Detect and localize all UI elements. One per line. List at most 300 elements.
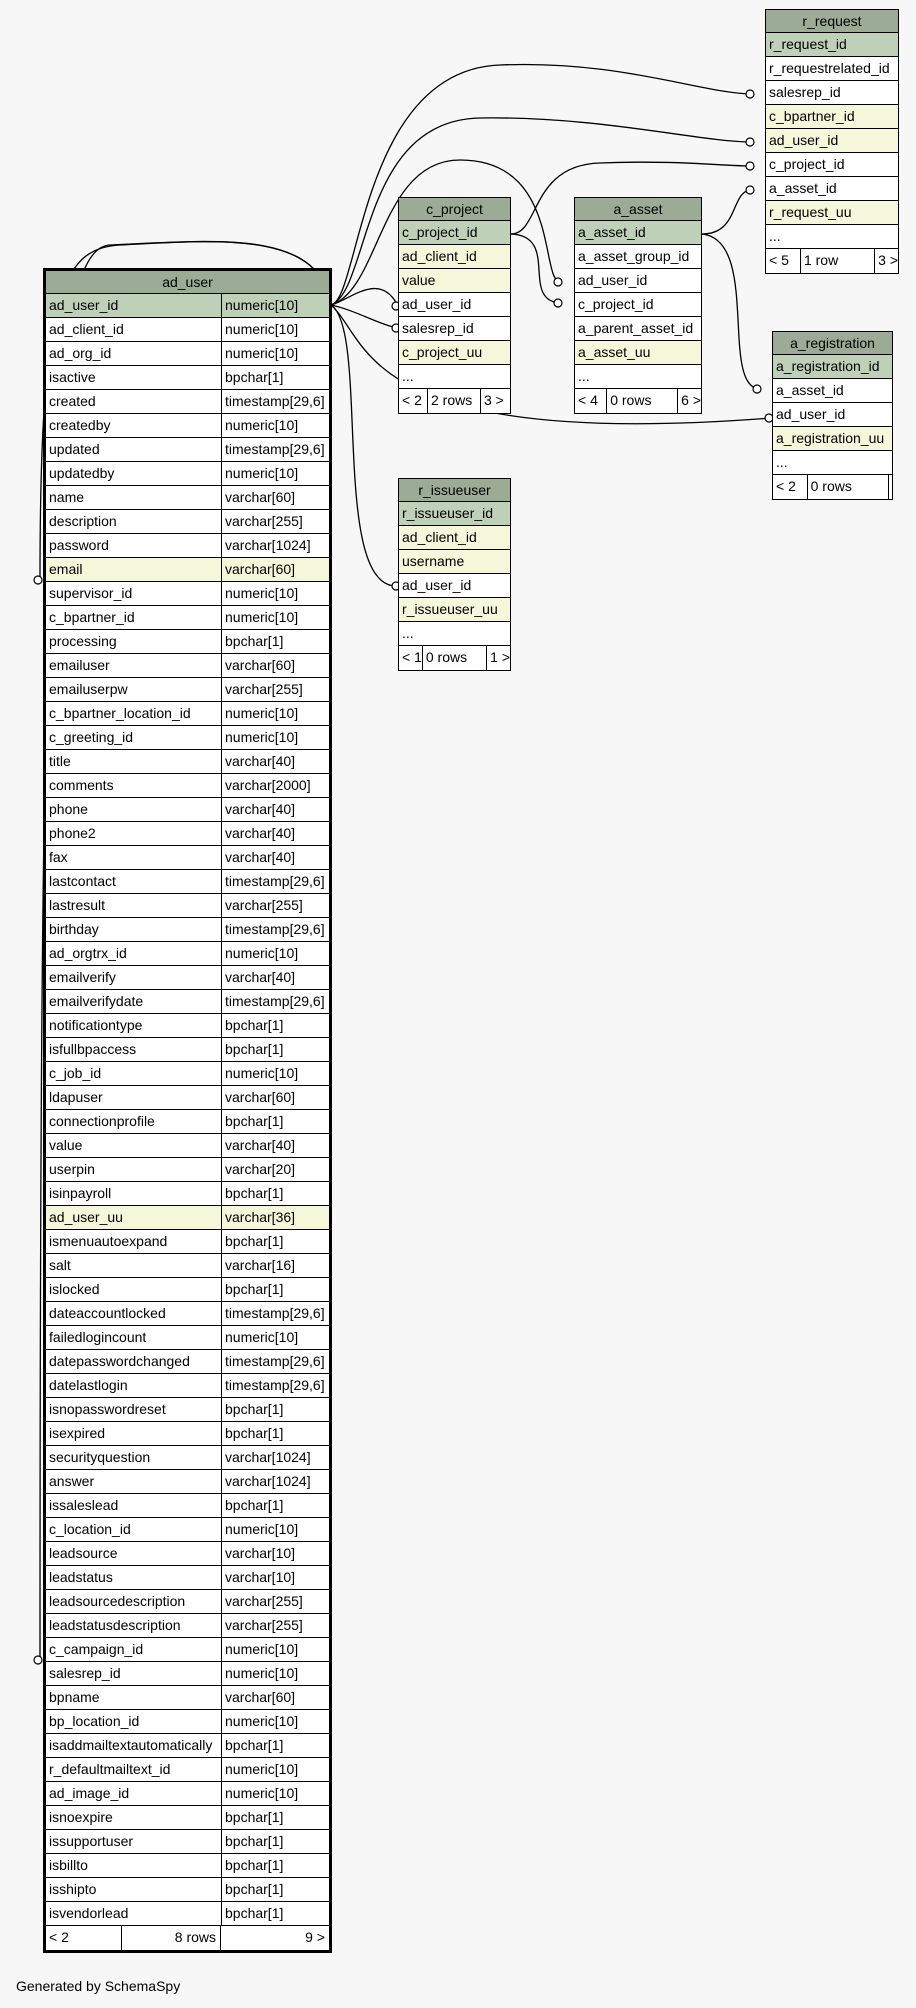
column-type: timestamp[29,6] [221,1302,329,1325]
column-type: bpchar[1] [221,1806,329,1829]
column-type: varchar[40] [221,822,329,845]
column-row[interactable] [46,1062,329,1086]
column-row[interactable] [46,678,329,702]
column-row[interactable] [46,1158,329,1182]
column-row[interactable] [399,622,510,646]
column-row[interactable] [46,1710,329,1734]
column-name: c_location_id [49,1521,131,1537]
column-type: numeric[10] [221,582,329,605]
zero-or-many-marker [34,1656,42,1664]
column-type: timestamp[29,6] [221,918,329,941]
column-row[interactable] [46,750,329,774]
table-r-issueuser[interactable] [398,478,511,671]
column-row[interactable] [46,894,329,918]
row-count: 0 rows [422,646,486,670]
column-name: ... [578,368,590,384]
column-row[interactable] [46,1398,329,1422]
column-name: name [49,489,85,505]
table-title[interactable]: ad_user [46,271,329,294]
column-name: isbillto [49,1857,88,1873]
column-row[interactable] [575,365,701,389]
column-type: varchar[2000] [221,774,329,797]
column-type: numeric[10] [221,1518,329,1541]
column-type: numeric[10] [221,606,329,629]
column-name: value [49,1137,83,1153]
column-row[interactable] [46,1686,329,1710]
column-name: lastcontact [49,873,116,889]
column-row[interactable] [766,225,898,249]
column-type: bpchar[1] [221,1878,329,1901]
column-name: leadstatus [49,1569,113,1585]
column-type: numeric[10] [221,1710,329,1733]
column-row[interactable] [46,942,329,966]
column-row[interactable] [399,574,510,598]
column-name: ad_user_id [49,297,119,313]
column-name: isaddmailtextautomatically [49,1737,213,1753]
column-row[interactable] [46,462,329,486]
column-name: c_campaign_id [49,1641,144,1657]
table-a-registration[interactable] [772,331,893,500]
column-name: a_parent_asset_id [578,320,694,336]
column-row[interactable] [46,966,329,990]
column-name: ismenuautoexpand [49,1233,168,1249]
table-r-request[interactable] [765,9,899,274]
column-type: bpchar[1] [221,366,329,389]
column-row[interactable] [766,33,898,57]
column-name: bp_location_id [49,1713,140,1729]
column-type: bpchar[1] [221,1182,329,1205]
table-a-asset[interactable] [574,197,702,414]
column-name: securityquestion [49,1449,151,1465]
column-row[interactable] [46,438,329,462]
column-row[interactable] [399,221,510,245]
column-name: notificationtype [49,1017,143,1033]
column-name: phone [49,801,88,817]
column-type: varchar[40] [221,966,329,989]
column-row[interactable] [46,846,329,870]
column-row[interactable] [46,1566,329,1590]
column-name: ad_org_id [49,345,112,361]
column-name: a_registration_id [776,358,880,374]
column-name: issupportuser [49,1833,134,1849]
column-name: leadsourcedescription [49,1593,186,1609]
column-type: bpchar[1] [221,1038,329,1061]
column-row[interactable] [46,1134,329,1158]
column-row[interactable] [46,414,329,438]
column-row[interactable] [399,550,510,574]
column-row[interactable] [46,1542,329,1566]
column-row[interactable] [46,1758,329,1782]
column-row[interactable] [46,702,329,726]
column-row[interactable] [773,355,892,379]
column-name: ad_user_uu [49,1209,123,1225]
column-row[interactable] [575,269,701,293]
row-count: 8 rows [121,1926,220,1950]
column-row[interactable] [766,201,898,225]
column-row[interactable] [46,1902,329,1926]
column-row[interactable] [46,318,329,342]
parents-link[interactable]: < 5 [769,252,789,268]
column-name: emailverify [49,969,116,985]
column-name: c_job_id [49,1065,102,1081]
column-type: varchar[16] [221,1254,329,1277]
column-name: ad_user_id [402,577,472,593]
column-row[interactable] [46,1590,329,1614]
column-row[interactable] [46,870,329,894]
zero-or-many-marker [34,576,42,584]
column-type: numeric[10] [221,462,329,485]
column-name: supervisor_id [49,585,133,601]
column-row[interactable] [399,317,510,341]
column-type: numeric[10] [221,1662,329,1685]
column-name: a_asset_id [776,382,844,398]
column-name: a_registration_uu [776,430,885,446]
column-row[interactable] [773,403,892,427]
table-title[interactable]: a_asset [575,198,701,221]
column-type: bpchar[1] [221,1734,329,1757]
column-name: isinpayroll [49,1185,112,1201]
table-title[interactable]: a_registration [773,332,892,355]
row-count: 2 rows [427,389,480,413]
column-row[interactable] [766,57,898,81]
column-type: bpchar[1] [221,1494,329,1517]
column-row[interactable] [46,654,329,678]
column-type: bpchar[1] [221,1902,329,1925]
column-row[interactable] [46,1302,329,1326]
column-row[interactable] [46,1734,329,1758]
column-row[interactable] [575,317,701,341]
column-row[interactable] [46,1830,329,1854]
row-count: 0 rows [807,475,888,499]
column-name: r_issueuser_id [402,505,494,521]
column-row[interactable] [773,427,892,451]
column-row[interactable] [46,1086,329,1110]
zero-or-many-marker [554,278,562,286]
column-row[interactable] [575,341,701,365]
column-name: connectionprofile [49,1113,155,1129]
table-title[interactable]: r_issueuser [399,479,510,502]
relationship-line [702,190,752,234]
column-name: emailuserpw [49,681,128,697]
column-type: timestamp[29,6] [221,990,329,1013]
column-name: c_greeting_id [49,729,134,745]
column-name: username [402,553,465,569]
children-link[interactable]: 3 > [874,249,898,273]
column-name: phone2 [49,825,96,841]
relationship-line [331,305,771,424]
column-row[interactable] [766,105,898,129]
column-row[interactable] [46,1326,329,1350]
column-type: varchar[40] [221,750,329,773]
column-name: isnopasswordreset [49,1401,166,1417]
column-type: varchar[255] [221,1590,329,1613]
zero-or-many-marker [746,186,754,194]
column-name: r_defaultmailtext_id [49,1761,171,1777]
column-name: c_project_id [402,224,478,240]
column-name: leadstatusdescription [49,1617,181,1633]
column-name: r_issueuser_uu [402,601,498,617]
row-count: 0 rows [606,389,677,413]
column-row[interactable] [575,221,701,245]
column-row[interactable] [399,598,510,622]
column-type: bpchar[1] [221,1830,329,1853]
column-name: emailuser [49,657,110,673]
column-type: varchar[10] [221,1542,329,1565]
column-row[interactable] [46,366,329,390]
column-name: c_project_uu [402,344,483,360]
column-row[interactable] [46,294,329,318]
children-link[interactable]: 3 > [480,389,510,413]
column-row[interactable] [46,1878,329,1902]
zero-or-many-marker [746,162,754,170]
column-row[interactable] [46,1254,329,1278]
column-name: issaleslead [49,1497,119,1513]
column-type: varchar[60] [221,486,329,509]
column-row[interactable] [46,1014,329,1038]
column-name: c_bpartner_id [769,108,855,124]
column-type: varchar[1024] [221,534,329,557]
column-row[interactable] [46,1230,329,1254]
column-row[interactable] [399,526,510,550]
column-name: salesrep_id [49,1665,121,1681]
column-row[interactable] [46,1470,329,1494]
column-name: bpname [49,1689,100,1705]
column-row[interactable] [46,1110,329,1134]
column-row[interactable] [46,486,329,510]
column-type: timestamp[29,6] [221,1350,329,1373]
column-name: a_asset_group_id [578,248,690,264]
column-type: numeric[10] [221,942,329,965]
column-type: bpchar[1] [221,1230,329,1253]
column-row[interactable] [46,1806,329,1830]
column-row[interactable] [773,379,892,403]
column-name: createdby [49,417,111,433]
column-row[interactable] [766,177,898,201]
relationship-line [331,305,398,586]
column-name: email [49,561,83,577]
column-row[interactable] [399,365,510,389]
column-row[interactable] [399,245,510,269]
column-row[interactable] [399,502,510,526]
column-name: c_bpartner_location_id [49,705,191,721]
column-row[interactable] [399,293,510,317]
column-row[interactable] [575,245,701,269]
column-row[interactable] [46,1854,329,1878]
column-name: dateaccountlocked [49,1305,166,1321]
column-type: bpchar[1] [221,1422,329,1445]
column-name: emailverifydate [49,993,144,1009]
column-type: numeric[10] [221,726,329,749]
column-name: isnoexpire [49,1809,113,1825]
column-row[interactable] [46,510,329,534]
column-type: varchar[255] [221,510,329,533]
column-name: leadsource [49,1545,118,1561]
column-row[interactable] [46,1206,329,1230]
table-footer [399,646,510,670]
column-type: varchar[20] [221,1158,329,1181]
column-name: password [49,537,109,553]
column-row[interactable] [46,1422,329,1446]
column-name: ad_user_id [402,296,472,312]
column-name: ... [402,625,414,641]
column-row[interactable] [46,774,329,798]
table-footer [399,389,510,413]
column-row[interactable] [46,1350,329,1374]
column-name: salt [49,1257,71,1273]
column-name: isexpired [49,1425,106,1441]
column-name: c_bpartner_id [49,609,135,625]
column-type: varchar[1024] [221,1470,329,1493]
column-row[interactable] [46,1446,329,1470]
column-row[interactable] [46,606,329,630]
column-type: timestamp[29,6] [221,1374,329,1397]
column-name: ad_client_id [402,248,477,264]
column-type: bpchar[1] [221,1278,329,1301]
column-name: answer [49,1473,95,1489]
column-name: r_request_id [769,36,847,52]
column-row[interactable] [773,451,892,475]
column-name: processing [49,633,117,649]
column-row[interactable] [46,1782,329,1806]
column-type: numeric[10] [221,702,329,725]
column-name: a_asset_uu [578,344,651,360]
column-type: numeric[10] [221,414,329,437]
column-type: bpchar[1] [221,1854,329,1877]
column-row[interactable] [46,1638,329,1662]
column-row[interactable] [766,81,898,105]
column-row[interactable] [46,534,329,558]
column-name: islocked [49,1281,100,1297]
column-name: fax [49,849,68,865]
column-name: r_request_uu [769,204,852,220]
column-row[interactable] [46,630,329,654]
column-name: salesrep_id [402,320,474,336]
column-type: bpchar[1] [221,1398,329,1421]
parents-link[interactable]: < 2 [776,478,796,494]
column-row[interactable] [46,1494,329,1518]
column-row[interactable] [399,341,510,365]
column-type: varchar[1024] [221,1446,329,1469]
column-name: a_asset_id [578,224,646,240]
column-row[interactable] [46,798,329,822]
column-row[interactable] [46,582,329,606]
column-name: ... [776,454,788,470]
column-type: numeric[10] [221,1782,329,1805]
column-type: varchar[255] [221,894,329,917]
column-type: numeric[10] [221,1638,329,1661]
parents-link[interactable]: < 2 [49,1929,69,1945]
column-name: comments [49,777,114,793]
column-name: c_project_id [578,296,654,312]
column-row[interactable] [46,918,329,942]
table-footer [46,1926,329,1950]
children-link[interactable]: 9 > [220,1926,329,1950]
column-type: timestamp[29,6] [221,870,329,893]
table-footer [575,389,701,413]
column-name: value [402,272,436,288]
column-row[interactable] [766,153,898,177]
column-type: numeric[10] [221,1758,329,1781]
column-row[interactable] [46,1278,329,1302]
column-type: bpchar[1] [221,630,329,653]
column-row[interactable] [399,269,510,293]
children-link[interactable]: 1 > [486,646,510,670]
column-name: r_requestrelated_id [769,60,890,76]
table-c-project[interactable] [398,197,511,414]
column-type: varchar[255] [221,678,329,701]
column-row[interactable] [46,558,329,582]
parents-link[interactable]: < 1 [402,649,422,665]
column-name: ... [769,228,781,244]
children-link[interactable] [888,475,892,499]
column-row[interactable] [766,129,898,153]
column-name: description [49,513,117,529]
column-type: varchar[40] [221,846,329,869]
column-type: varchar[60] [221,558,329,581]
table-ad-user[interactable] [43,268,332,1953]
relationship-line [511,234,560,303]
column-row[interactable] [46,1518,329,1542]
children-link[interactable]: 6 > [677,389,701,413]
row-count: 1 row [800,249,874,273]
column-name: updated [49,441,100,457]
column-row[interactable] [575,293,701,317]
column-row[interactable] [46,726,329,750]
zero-or-many-marker [753,385,761,393]
column-type: varchar[60] [221,1686,329,1709]
table-title[interactable]: c_project [399,198,510,221]
column-type: bpchar[1] [221,1014,329,1037]
column-type: numeric[10] [221,342,329,365]
column-name: ad_image_id [49,1785,130,1801]
column-type: varchar[36] [221,1206,329,1229]
table-title[interactable]: r_request [766,10,898,33]
column-name: ... [402,368,414,384]
column-type: varchar[60] [221,654,329,677]
column-row[interactable] [46,1038,329,1062]
column-type: varchar[40] [221,798,329,821]
column-name: ldapuser [49,1089,103,1105]
column-row[interactable] [46,390,329,414]
column-name: ad_client_id [402,529,477,545]
column-row[interactable] [46,1662,329,1686]
parents-link[interactable]: < 2 [402,392,422,408]
column-name: isactive [49,369,96,385]
column-row[interactable] [46,342,329,366]
column-name: userpin [49,1161,95,1177]
column-name: ad_user_id [769,132,839,148]
column-type: varchar[60] [221,1086,329,1109]
parents-link[interactable]: < 4 [578,392,598,408]
column-type: timestamp[29,6] [221,438,329,461]
zero-or-many-marker [746,138,754,146]
column-type: timestamp[29,6] [221,390,329,413]
column-type: bpchar[1] [221,1110,329,1133]
column-row[interactable] [46,822,329,846]
column-row[interactable] [46,990,329,1014]
column-name: isshipto [49,1881,97,1897]
relationship-line [702,234,759,389]
column-name: ad_client_id [49,321,124,337]
column-row[interactable] [46,1182,329,1206]
column-name: a_asset_id [769,180,837,196]
column-name: datelastlogin [49,1377,128,1393]
relationship-line [331,305,398,328]
column-name: ad_user_id [578,272,648,288]
column-row[interactable] [46,1374,329,1398]
column-row[interactable] [46,1614,329,1638]
generated-by-label: Generated by SchemaSpy [16,1978,181,1994]
